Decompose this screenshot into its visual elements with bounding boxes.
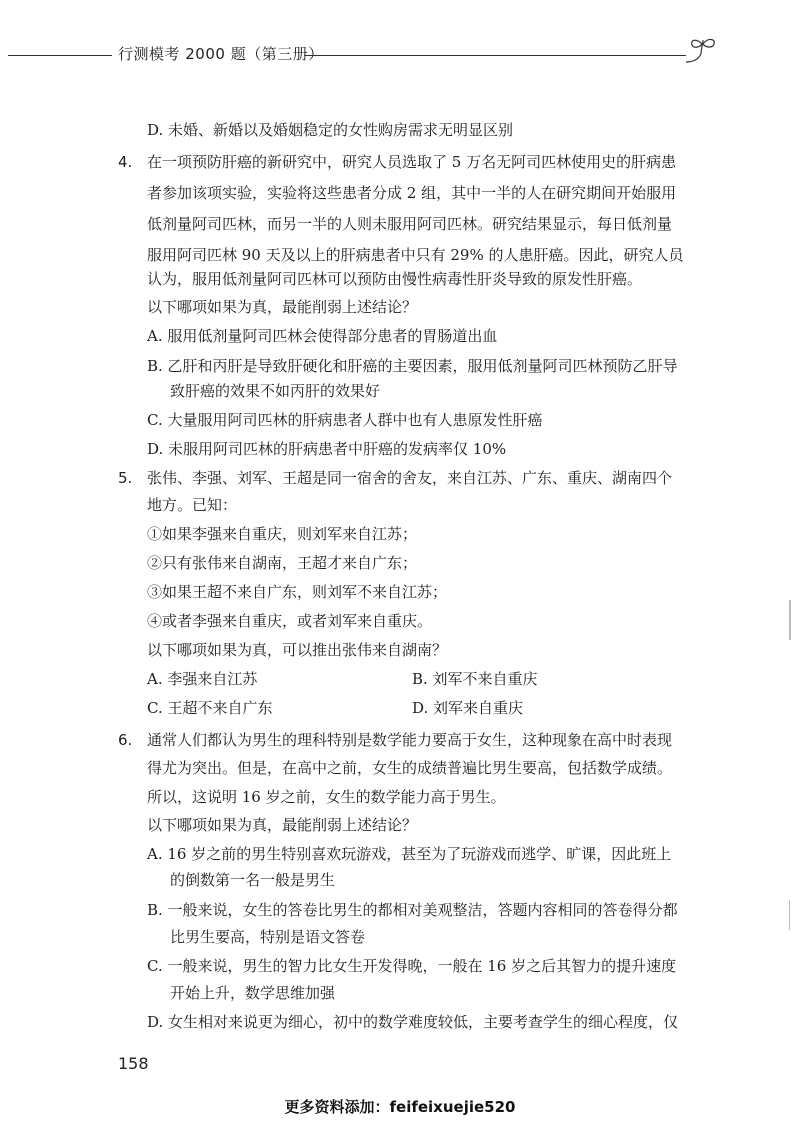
q5-condition: ②只有张伟来自湖南，王超才来自广东；: [147, 554, 418, 572]
q4-option-b: B. 乙肝和丙肝是导致肝硬化和肝癌的主要因素，服用低剂量阿司匹林预防乙肝导: [147, 357, 678, 375]
q5-stem-line: 地方。已知：: [147, 496, 238, 514]
q5-prompt: 以下哪项如果为真，可以推出张伟来自湖南？: [147, 641, 448, 659]
q5-condition: ①如果李强来自重庆，则刘军来自江苏；: [147, 525, 418, 543]
footer-note: 更多资料添加：feifeixuejie520: [284, 1098, 516, 1116]
q3-option-d: D. 未婚、新婚以及婚姻稳定的女性购房需求无明显区别: [147, 121, 514, 139]
q4-stem-line: 在一项预防肝癌的新研究中，研究人员选取了 5 万名无阿司匹林使用史的肝病患: [147, 153, 677, 171]
q5-condition: ④或者李强来自重庆，或者刘军来自重庆。: [147, 612, 433, 630]
q5-option-c: C. 王超不来自广东: [147, 699, 273, 717]
q6-prompt: 以下哪项如果为真，最能削弱上述结论？: [147, 816, 418, 834]
q5-option-b: B. 刘军不来自重庆: [412, 670, 538, 688]
q4-stem-line: 低剂量阿司匹林，而另一半的人则未服用阿司匹林。研究结果显示，每日低剂量: [147, 215, 673, 233]
q4-option-d: D. 未服用阿司匹林的肝病患者中肝癌的发病率仅 10%: [147, 440, 507, 458]
q4-option-a: A. 服用低剂量阿司匹林会使得部分患者的胃肠道出血: [147, 327, 498, 345]
q4-stem-line: 服用阿司匹林 90 天及以上的肝病患者中只有 29% 的人患肝癌。因此，研究人员: [147, 246, 684, 264]
q6-stem-line: 所以，这说明 16 岁之前，女生的数学能力高于男生。: [147, 788, 506, 806]
q6-option-c: C. 一般来说，男生的智力比女生开发得晚，一般在 16 岁之后其智力的提升速度: [147, 957, 677, 975]
q6-option-b: B. 一般来说，女生的答卷比男生的都相对美观整洁，答题内容相同的答卷得分都: [147, 901, 678, 919]
q6-stem-line: 得尤为突出。但是，在高中之前，女生的成绩普遍比男生要高，包括数学成绩。: [147, 759, 673, 777]
q4-stem-line: 者参加该项实验，实验将这些患者分成 2 组，其中一半的人在研究期间开始服用: [147, 184, 677, 202]
q6-option-c-continued: 开始上升，数学思维加强: [170, 984, 336, 1002]
q6-option-a-continued: 的倒数第一名一般是男生: [170, 871, 336, 889]
q6-option-b-continued: 比男生要高，特别是语文答卷: [170, 928, 366, 946]
question-4-number: 4.: [118, 153, 133, 171]
question-5-number: 5.: [118, 469, 133, 487]
q4-prompt: 以下哪项如果为真，最能削弱上述结论？: [147, 298, 418, 316]
q4-stem-line: 认为，服用低剂量阿司匹林可以预防由慢性病毒性肝炎导致的原发性肝癌。: [147, 270, 643, 288]
header-title: 行测模考 2000 题（第三册）: [118, 45, 324, 63]
q5-option-a: A. 李强来自江苏: [147, 670, 258, 688]
page-number: 158: [118, 1054, 149, 1073]
q5-stem-line: 张伟、李强、刘军、王超是同一宿舍的舍友，来自江苏、广东、重庆、湖南四个: [147, 469, 673, 487]
question-6-number: 6.: [118, 731, 133, 749]
q4-option-c: C. 大量服用阿司匹林的肝病患者人群中也有人患原发性肝癌: [147, 411, 543, 429]
q6-stem-line: 通常人们都认为男生的理科特别是数学能力要高于女生，这种现象在高中时表现: [147, 731, 673, 749]
scan-artifact: [789, 600, 791, 640]
q5-option-d: D. 刘军来自重庆: [412, 699, 524, 717]
q4-option-b-continued: 致肝癌的效果不如丙肝的效果好: [170, 382, 381, 400]
q5-condition: ③如果王超不来自广东，则刘军不来自江苏；: [147, 583, 448, 601]
scan-artifact: [789, 900, 790, 930]
q6-option-a: A. 16 岁之前的男生特别喜欢玩游戏，甚至为了玩游戏而逃学、旷课，因此班上: [147, 845, 672, 863]
q6-option-d: D. 女生相对来说更为细心，初中的数学难度较低，主要考查学生的细心程度，仅: [147, 1013, 679, 1031]
